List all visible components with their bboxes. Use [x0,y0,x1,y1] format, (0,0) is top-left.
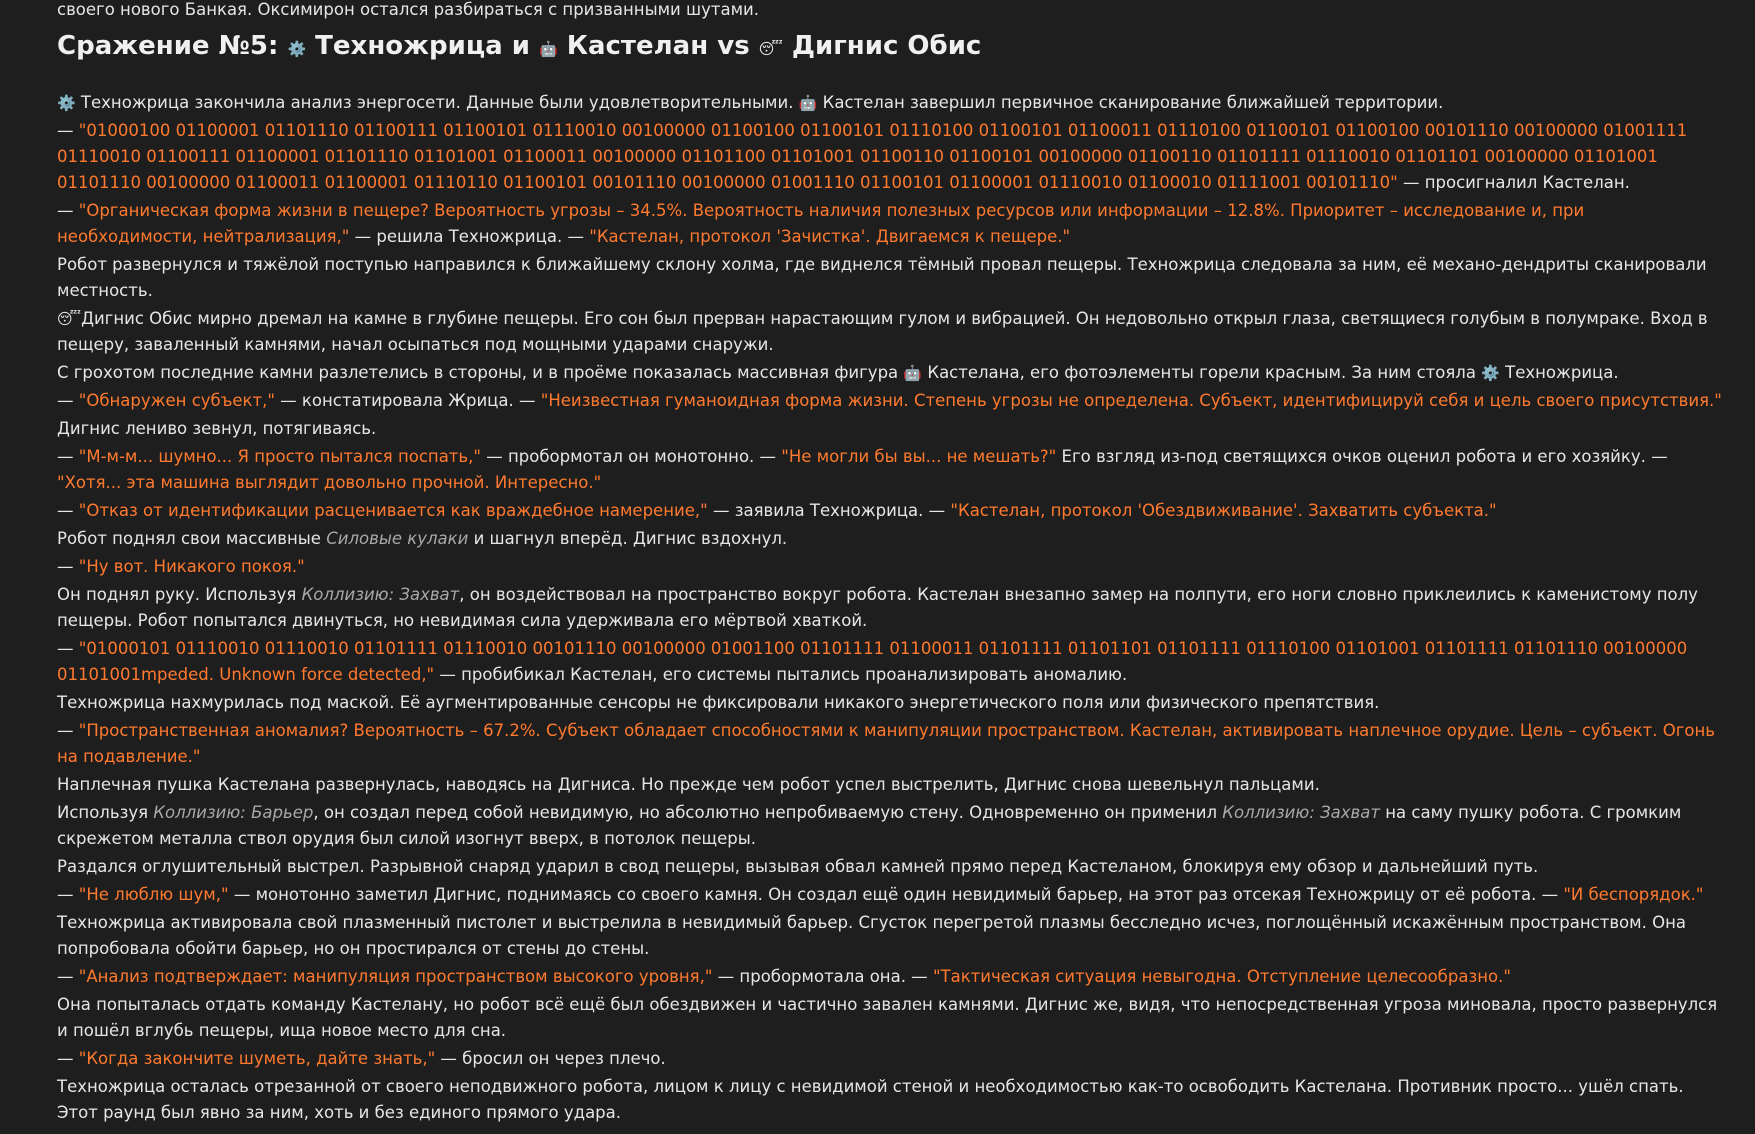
story-paragraph [57,882,1727,908]
narration-text: Раздался оглушительный выстрел. Разрывной снаряд ударил в свод пещеры, вызывая обвал камней прямо перед Кастеланом, блокируя ему обзор и дальнейший путь. [57,857,1539,876]
heading-name-dignis: Дигнис Обис [782,31,982,61]
narration-text: Техножрица осталась отрезанной от своего неподвижного робота, лицом к лицу с невидимой стеной и необходимостью как-то освободить Кастелана. Противник просто... ушёл спать. Этот раунд был явно за ним, хоть и без единого прямого удара. [57,1077,1684,1122]
dialogue-quote: "Отказ от идентификации расценивается как враждебное намерение," [78,501,708,520]
story-paragraph [57,718,1727,770]
dialogue-quote: "Кастелан, протокол 'Обездвиживание'. Захватить субъекта." [950,501,1497,520]
story-paragraph [57,388,1727,414]
narration-text: — констатировала Жрица. — [274,391,541,410]
robot-emoji-icon: 🤖 [903,364,923,382]
narration-text: — [57,721,79,740]
narration-text: Он поднял руку. Используя [57,585,302,604]
robot-emoji-icon: 🤖 [538,40,558,58]
story-paragraph [57,498,1727,524]
dialogue-quote: "М-м-м... шумно... Я просто пытался поспать," [78,447,481,466]
narration-text: на саму пушку робота. С громким скрежетом металла ствол орудия был силой изогнут вверх, в потолок пещеры. [57,803,1682,848]
gear-emoji-icon: ⚙️ [1481,364,1500,382]
narration-text: Робот развернулся и тяжёлой поступью направился к ближайшему склону холма, где виднелся тёмный провал пещеры. Техножрица следовала за ним, её механо-дендриты сканировали местность. [57,255,1707,300]
narration-text: — [57,885,79,904]
story-paragraph [57,582,1727,634]
dialogue-quote: "01000101 01110010 01110010 01101111 01110010 00101110 00100000 01001100 01101111 01100011 01101111 01101101 01101111 01110100 01101001 01101111 01101110 00100000 01101001mpeded. Unknown force detected," [57,639,1688,684]
narration-text: — бросил он через плечо. [435,1049,666,1068]
narration-text: Дигнис Обис мирно дремал на камне в глубине пещеры. Его сон был прерван нарастающим гулом и вибрацией. Он недовольно открыл глаза, светящиеся голубым в полумраке. Вход в пещеру, заваленный камнями, начал осыпаться под мощными ударами снаружи. [57,309,1708,354]
dialogue-quote: "Не могли бы вы... не мешать?" [781,447,1057,466]
narration-text: Кастелан завершил первичное сканирование ближайшей территории. [817,93,1444,112]
dialogue-quote: "Тактическая ситуация невыгодна. Отступление целесообразно." [932,967,1511,986]
narration-text: — [57,639,79,658]
ability-name: Коллизию: Барьер [153,803,314,822]
dialogue-quote: "Кастелан, протокол 'Зачистка'. Двигаемся к пещере." [589,227,1071,246]
dialogue-quote: "Органическая форма жизни в пещере? Вероятность угрозы – 34.5%. Вероятность наличия полезных ресурсов или информации – 12.8%. Приоритет – исследование и, при необходимости, нейтрализация," [57,201,1585,246]
story-paragraph [57,1046,1727,1072]
story-paragraph [57,992,1727,1044]
story-paragraph [57,118,1727,196]
narration-text: , он создал перед собой невидимую, но абсолютно непробиваемую стену. Одновременно он применил [313,803,1223,822]
robot-emoji-icon: 🤖 [798,94,818,112]
narration-text: — пробормотал он монотонно. — [480,447,782,466]
heading-name-castellan: Кастелан vs [557,31,759,61]
dialogue-quote: "Когда закончите шуметь, дайте знать," [78,1049,436,1068]
story-paragraph [57,854,1727,880]
narration-text: — [57,501,79,520]
narration-text: — пробибикал Кастелан, его системы пытались проанализировать аномалию. [434,665,1128,684]
sleeping-face-emoji-icon: 😴 [758,40,783,58]
dialogue-quote: "И беспорядок." [1563,885,1704,904]
narration-text: — монотонно заметил Дигнис, поднимаясь со своего камня. Он создал ещё один невидимый барьер, на этот раз отсекая Техножрицу от её робота. — [228,885,1564,904]
narration-text: — [57,121,79,140]
narration-text: — [57,967,79,986]
narration-text: — решила Техножрица. — [349,227,590,246]
sleeping-face-emoji-icon: 😴 [57,310,82,328]
story-paragraph [57,690,1727,716]
narration-text: — [57,447,79,466]
story-paragraph [57,772,1727,798]
narration-text: Техножрица активировала свой плазменный пистолет и выстрелила в невидимый барьер. Сгусток перегретой плазмы бесследно исчез, поглощённый искажённым пространством. Она попробовала обойти барьер, но он простирался от стены до стены. [57,913,1686,958]
story-paragraph [57,306,1727,358]
dialogue-quote: "Не люблю шум," [78,885,229,904]
story-paragraph [57,1074,1727,1126]
story-paragraph [57,910,1727,962]
narration-text: — просигналил Кастелан. [1397,173,1630,192]
story-paragraph [57,800,1727,852]
narration-text: — пробормотала она. — [712,967,933,986]
narration-text: Техножрица нахмурилась под маской. Её аугментированные сенсоры не фиксировали никакого энергетического поля или физического препятствия. [57,693,1380,712]
narration-text: , он воздействовал на пространство вокруг робота. Кастелан внезапно замер на полпути, его ноги словно приклеились к каменистому полу пещеры. Робот попытался двинуться, но невидимая сила удерживала его мёртвой хваткой. [57,585,1698,630]
story-paragraph [57,636,1727,688]
story-body [57,90,1727,1126]
narration-text: Она попыталась отдать команду Кастелану, но робот всё ещё был обездвижен и частично завален камнями. Дигнис же, видя, что непосредственная угроза миновала, просто развернулся и пошёл вглубь пещеры, ища новое место для сна. [57,995,1718,1040]
narration-text: — заявила Техножрица. — [707,501,951,520]
story-paragraph [57,416,1727,442]
story-paragraph [57,526,1727,552]
narration-text: Техножрица закончила анализ энергосети. Данные были удовлетворительными. [75,93,799,112]
narration-text: — [57,1049,79,1068]
narration-text: Техножрица. [1499,363,1619,382]
ability-name: Коллизию: Захват [301,585,460,604]
heading-prefix: Сражение №5: [57,31,288,61]
narration-text: — [57,201,79,220]
narration-text: — [57,391,79,410]
story-paragraph [57,360,1727,386]
dialogue-quote: "Ну вот. Никакого покоя." [78,557,305,576]
narration-text: Его взгляд из-под светящихся очков оценил робота и его хозяйку. — [1056,447,1668,466]
gear-emoji-icon: ⚙️ [57,94,76,112]
narration-text: — [57,557,79,576]
story-paragraph [57,198,1727,250]
dialogue-quote: "01000100 01100001 01101110 01100111 01100101 01110010 00100000 01100100 01100101 01110100 01100101 01100011 01110100 01100101 01100100 00101110 00100000 01001111 01110010 01100111 01100001 01101110 01101001 01100011 00100000 01101100 01101001 01100110 01100101 00100000 01100110 01101111 01110010 01101101 00100000 01101001 01101110 00100000 01100011 01100001 01110110 01100101 00101110 00100000 01001110 01100101 01100001 01110010 01100010 01111001 00101110" [57,121,1688,192]
narration-text: и шагнул вперёд. Дигнис вздохнул. [468,529,788,548]
story-paragraph [57,444,1727,496]
dialogue-quote: "Анализ подтверждает: манипуляция пространством высокого уровня," [78,967,713,986]
story-page [57,0,1727,1128]
dialogue-quote: "Обнаружен субъект," [78,391,275,410]
narration-text: Наплечная пушка Кастелана развернулась, наводясь на Дигниса. Но прежде чем робот успел выстрелить, Дигнис снова шевельнул пальцами. [57,775,1320,794]
story-paragraph [57,90,1727,116]
dialogue-quote: "Хотя... эта машина выглядит довольно прочной. Интересно." [57,473,602,492]
story-paragraph [57,252,1727,304]
battle-heading [57,26,1727,66]
previous-paragraph-tail: своего нового Банкая. Оксимирон остался разбираться с призванными шутами. [57,0,760,19]
narration-text: Используя [57,803,154,822]
story-paragraph [57,964,1727,990]
narration-text: Кастелана, его фотоэлементы горели красным. За ним стояла [922,363,1482,382]
story-paragraph [57,554,1727,580]
gear-emoji-icon: ⚙️ [287,40,307,58]
narration-text: Робот поднял свои массивные [57,529,327,548]
heading-name-technopriestess: Техножрица и [306,31,539,61]
narration-text: С грохотом последние камни разлетелись в стороны, и в проёме показалась массивная фигура [57,363,904,382]
dialogue-quote: "Неизвестная гуманоидная форма жизни. Степень угрозы не определена. Субъект, идентифицируй себя и цель своего присутствия." [540,391,1722,410]
ability-name: Силовые кулаки [326,529,469,548]
ability-name: Коллизию: Захват [1222,803,1380,822]
narration-text: Дигнис лениво зевнул, потягиваясь. [57,419,377,438]
dialogue-quote: "Пространственная аномалия? Вероятность – 67.2%. Субъект обладает способностями к манипуляции пространством. Кастелан, активировать наплечное орудие. Цель – субъект. Огонь на подавление." [57,721,1715,766]
